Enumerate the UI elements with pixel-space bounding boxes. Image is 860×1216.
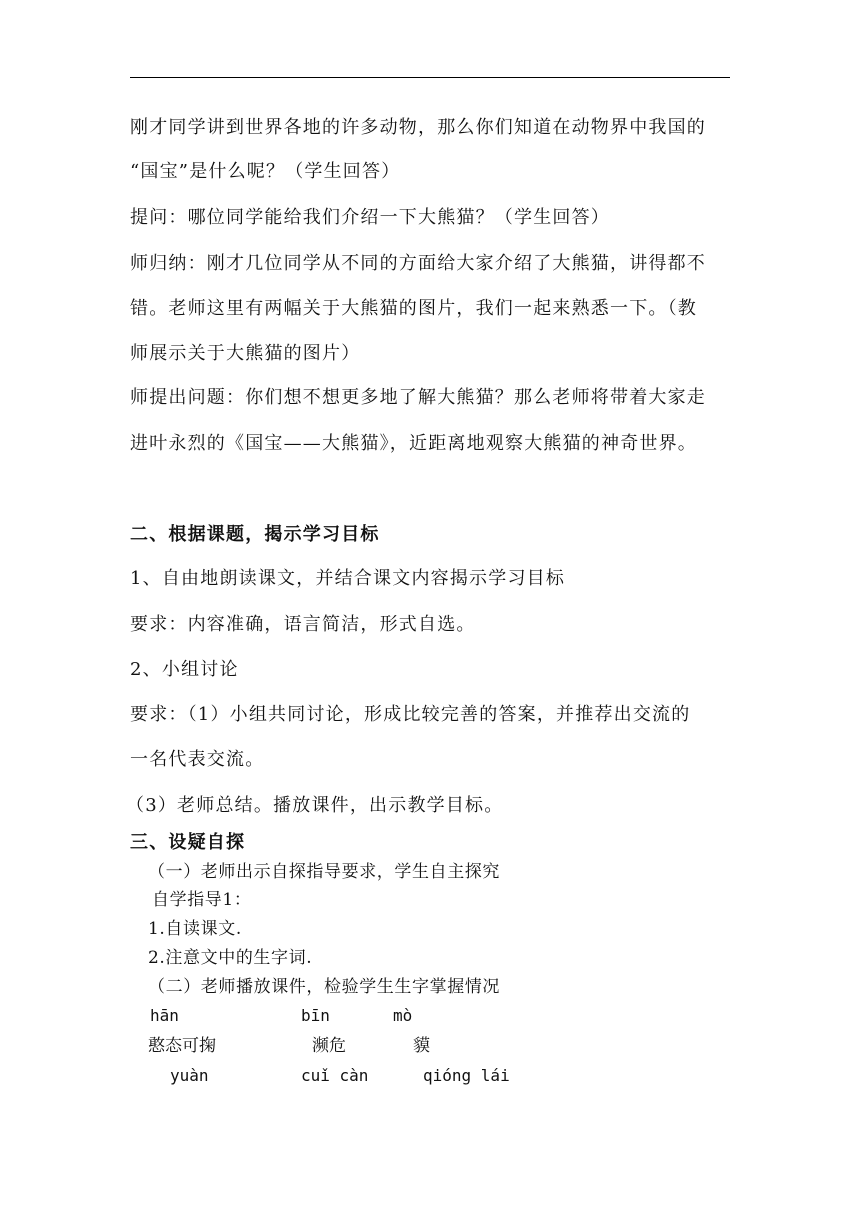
section2-requirement-2-line-1: 要求：（1）小组共同讨论，形成比较完善的答案，并推荐出交流的 <box>130 704 691 725</box>
word-hantai-keju: 憨态可掬 <box>148 1036 216 1056</box>
raise-line-2: 进叶永烈的《国宝——大熊猫》，近距离地观察大熊猫的神奇世界。 <box>130 433 697 454</box>
section2-item-2: 2、小组讨论 <box>130 659 239 680</box>
pinyin-qionglai: qióng lái <box>423 1066 510 1085</box>
guide-title: 自学指导1： <box>152 890 252 910</box>
summary-line-3: 师展示关于大熊猫的图片） <box>130 343 361 364</box>
pinyin-mo: mò <box>393 1006 413 1025</box>
intro-line-1: 刚才同学讲到世界各地的许多动物，那么你们知道在动物界中我国的 <box>130 117 706 138</box>
question-line: 提问：哪位同学能给我们介绍一下大熊猫？（学生回答） <box>130 207 610 228</box>
pinyin-yuan: yuàn <box>170 1066 209 1085</box>
pinyin-bin: bīn <box>301 1006 330 1025</box>
guide-item-2: 2.注意文中的生字词. <box>148 948 313 968</box>
header-rule <box>130 77 730 78</box>
section2-heading: 二、根据课题，揭示学习目标 <box>130 524 380 545</box>
guide-item-1: 1.自读课文. <box>148 919 242 939</box>
raise-line-1: 师提出问题：你们想不想更多地了解大熊猫？那么老师将带着大家走 <box>130 387 706 408</box>
intro-line-2: “国宝”是什么呢？（学生回答） <box>130 161 401 182</box>
section3-sub-1: （一）老师出示自探指导要求，学生自主探究 <box>148 862 500 882</box>
section2-item-1: 1、自由地朗读课文，并结合课文内容揭示学习目标 <box>130 568 566 589</box>
section3-sub-2: （二）老师播放课件，检验学生生字掌握情况 <box>148 977 500 997</box>
section3-heading: 三、设疑自探 <box>130 832 246 853</box>
summary-line-2: 错。老师这里有两幅关于大熊猫的图片，我们一起来熟悉一下。（教 <box>130 298 697 319</box>
section2-requirement-1: 要求：内容准确，语言简洁，形式自选。 <box>130 614 476 635</box>
word-binwei: 濒危 <box>312 1036 346 1056</box>
pinyin-cuican: cuǐ càn <box>301 1066 369 1085</box>
section2-requirement-2-line-2: 一名代表交流。 <box>130 749 265 770</box>
summary-line-1: 师归纳：刚才几位同学从不同的方面给大家介绍了大熊猫，讲得都不 <box>130 253 706 274</box>
pinyin-han: hān <box>150 1006 179 1025</box>
section2-item-3: （3）老师总结。播放课件，出示教学目标。 <box>126 795 504 816</box>
word-mo: 貘 <box>413 1036 430 1056</box>
